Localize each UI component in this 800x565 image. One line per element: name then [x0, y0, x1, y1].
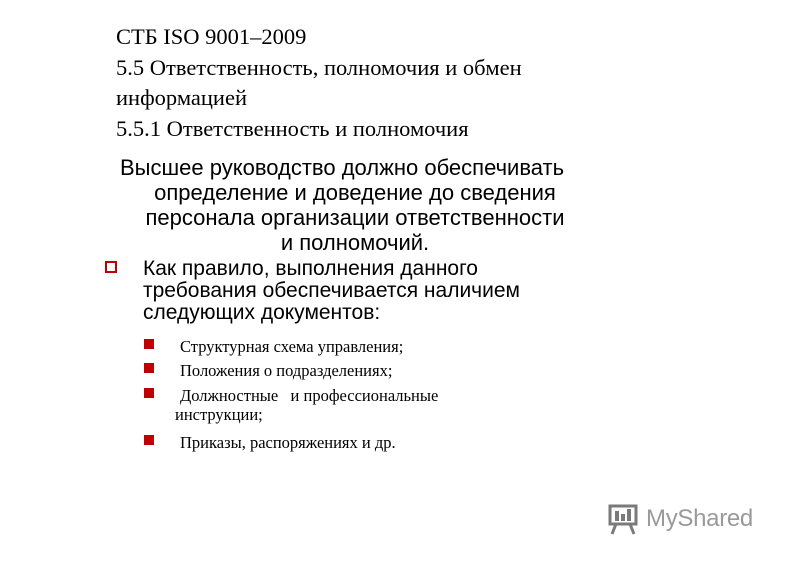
document-item	[175, 361, 575, 380]
document-item-text-cont: инструкции;	[175, 405, 263, 424]
main-bullet-line: Как правило, выполнения данного	[143, 257, 478, 280]
document-item-text: Приказы, распоряжениях и др.	[180, 433, 396, 452]
slide-heading	[116, 22, 716, 144]
document-item-text: Структурная схема управления;	[180, 337, 404, 356]
subsection-title: 5.5.1 Ответственность и полномочия	[116, 115, 469, 141]
intro-paragraph	[120, 155, 590, 255]
presentation-board-icon	[606, 503, 640, 535]
hollow-square-bullet-icon	[105, 261, 117, 273]
document-item-text: Должностные и профессиональные	[180, 386, 439, 405]
intro-line: и полномочий.	[280, 230, 430, 255]
logo-text: MyShared	[646, 505, 753, 532]
section-title: 5.5 Ответственность, полномочия и обмен	[116, 54, 522, 80]
standard-title: СТБ ISO 9001–2009	[116, 24, 307, 49]
intro-line: определение и доведение до сведения	[154, 180, 556, 205]
main-bullet	[105, 258, 575, 324]
main-bullet-line: требования обеспечивается наличием	[143, 279, 520, 302]
document-item-text: Положения о подразделениях;	[180, 361, 393, 380]
intro-line: персонала организации ответственности	[145, 205, 565, 230]
square-bullet-icon	[144, 435, 154, 445]
intro-line: Высшее руководство должно обеспечивать	[120, 155, 565, 180]
square-bullet-icon	[144, 388, 154, 398]
document-item	[175, 337, 575, 356]
myshared-logo	[606, 502, 753, 536]
main-bullet-line: следующих документов:	[143, 301, 381, 324]
section-title-cont: информацией	[116, 85, 248, 110]
document-item	[175, 433, 575, 452]
square-bullet-icon	[144, 363, 154, 373]
square-bullet-icon	[144, 339, 154, 349]
document-item	[175, 386, 575, 424]
